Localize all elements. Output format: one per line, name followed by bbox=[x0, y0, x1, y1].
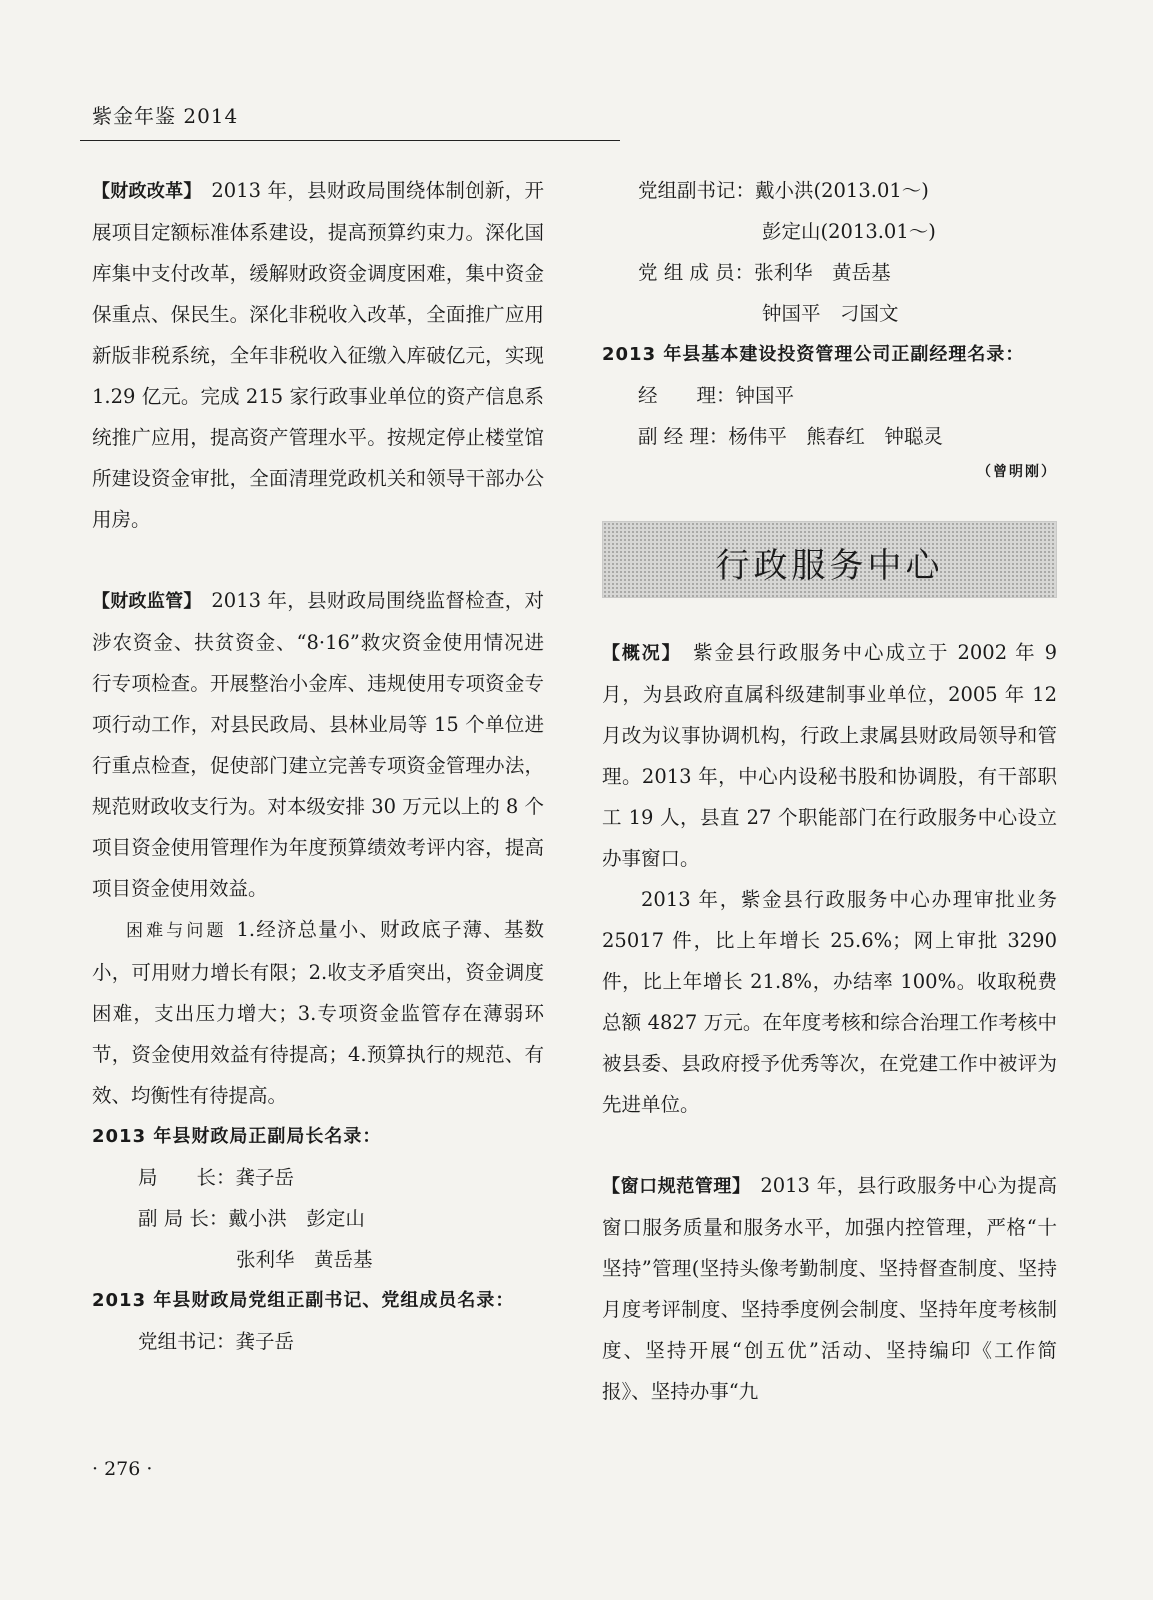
role-label: 局 长： bbox=[138, 1166, 236, 1189]
overview-text: 紫金县行政服务中心成立于 2002 年 9 月，为县政府直属科级建制事业单位，2005 年 12 月改为议事协调机构，行政上隶属县财政局领导和管理。2013 年，中心内设秘书股和协调股，有干部职工 19 人，县直 27 个职能部门在行政服务中心设立办事窗口。 bbox=[602, 641, 1057, 870]
overview-paragraph bbox=[602, 632, 1057, 879]
bureau-deputies-line bbox=[92, 1198, 544, 1239]
person-names: 戴小洪 彭定山 bbox=[228, 1207, 365, 1230]
problems-text: 1.经济总量小、财政底子薄、基数小，可用财力增长有限；2.收支矛盾突出，资金调度困难，支出压力增大；3.专项资金监管存在薄弱环节，资金使用效益有待提高；4.预算执行的规范、有效、均衡性有待提高。 bbox=[92, 918, 545, 1107]
bureau-deputies-line-2 bbox=[92, 1239, 544, 1280]
party-deputy-secretary-line-2 bbox=[602, 211, 1057, 252]
overview-paragraph-2: 2013 年，紫金县行政服务中心办理审批业务 25017 件，比上年增长 25.6%；网上审批 3290 件，比上年增长 21.8%，办结率 100%。收取税费总额 4827 万元。在年度考核和综合治理工作考核中被县委、县政府授予优秀等次，在党建工作中被评为先进单位。 bbox=[602, 888, 1057, 1116]
party-roster-heading: 2013 年县财政局党组正副书记、党组成员名录： bbox=[92, 1290, 515, 1311]
bureau-roster-heading: 2013 年县财政局正副局长名录： bbox=[92, 1126, 382, 1147]
bureau-director-line bbox=[92, 1157, 544, 1198]
role-label: 经 理： bbox=[638, 384, 736, 407]
fiscal-reform-paragraph bbox=[92, 170, 544, 540]
person-name: 龚子岳 bbox=[235, 1330, 295, 1353]
fiscal-supervision-tag: 【财政监管】 bbox=[92, 591, 202, 612]
page-number: · 276 · bbox=[92, 1458, 153, 1480]
person-name: 钟国平 bbox=[735, 384, 795, 407]
role-label: 党组副书记： bbox=[638, 179, 756, 202]
left-column bbox=[92, 170, 544, 1362]
party-secretary-line bbox=[92, 1321, 544, 1362]
person-names: 杨伟平 熊春红 钟聪灵 bbox=[728, 425, 943, 448]
person-names: 钟国平 刁国文 bbox=[762, 302, 899, 325]
role-label: 副 经 理： bbox=[638, 425, 729, 448]
problems-paragraph bbox=[92, 909, 544, 1116]
window-management-text: 2013 年，县行政服务中心为提高窗口服务质量和服务水平，加强内控管理，严格“十坚持”管理(坚持头像考勤制度、坚持督查制度、坚持月度考评制度、坚持季度例会制度、坚持年度考核制度、坚持开展“创五优”活动、坚持编印《工作简报》、坚持办事“九 bbox=[602, 1174, 1058, 1403]
person-names: 张利华 黄岳基 bbox=[754, 261, 891, 284]
fiscal-supervision-text: 2013 年，县财政局围绕监督检查，对涉农资金、扶贫资金、“8·16”救灾资金使用情况进行专项检查。开展整治小金库、违规使用专项资金专项行动工作，对县民政局、县林业局等 15 个单位进行重点检查，促使部门建立完善专项资金管理办法，规范财政收支行为。对本级安排 30 万元以上的 8 个项目资金使用管理作为年度预算绩效考评内容，提高项目资金使用效益。 bbox=[92, 589, 545, 900]
author-credit: （曾明刚） bbox=[977, 464, 1057, 480]
fiscal-reform-text: 2013 年，县财政局围绕体制创新，开展项目定额标准体系建设，提高预算约束力。深化国库集中支付改革，缓解财政资金调度困难，集中资金保重点、保民生。深化非税收入改革，全面推广应用新版非税系统，全年非税收入征缴入库破亿元，实现 1.29 亿元。完成 215 家行政事业单位的资产信息系统推广应用，提高资产管理水平。按规定停止楼堂馆所建设资金审批，全面清理党政机关和领导干部办公用房。 bbox=[92, 179, 545, 531]
role-label: 副 局 长： bbox=[138, 1207, 229, 1230]
running-header: 紫金年鉴 2014 bbox=[92, 104, 239, 128]
fiscal-supervision-paragraph bbox=[92, 580, 544, 909]
overview-tag: 【概况】 bbox=[602, 643, 682, 664]
window-management-tag: 【窗口规范管理】 bbox=[602, 1176, 751, 1197]
party-members-line bbox=[602, 252, 1057, 293]
problems-label: 困难与问题 bbox=[126, 921, 227, 941]
person-name: 戴小洪(2013.01～) bbox=[755, 179, 929, 202]
fiscal-reform-tag: 【财政改革】 bbox=[92, 181, 202, 202]
window-management-paragraph bbox=[602, 1165, 1057, 1412]
person-name: 彭定山(2013.01～) bbox=[762, 220, 936, 243]
role-label: 党 组 成 员： bbox=[638, 261, 755, 284]
company-manager-line bbox=[602, 375, 1057, 416]
header-rule bbox=[80, 140, 620, 141]
person-name: 龚子岳 bbox=[235, 1166, 295, 1189]
company-deputies-line bbox=[602, 416, 1057, 457]
section-title: 行政服务中心 bbox=[715, 546, 944, 586]
role-label: 党组书记： bbox=[138, 1330, 236, 1353]
person-names: 张利华 黄岳基 bbox=[236, 1248, 373, 1271]
party-deputy-secretary-line bbox=[602, 170, 1057, 211]
right-column bbox=[602, 170, 1057, 1412]
company-roster-heading: 2013 年县基本建设投资管理公司正副经理名录： bbox=[602, 344, 1025, 365]
section-title-banner bbox=[602, 521, 1057, 598]
party-members-line-2 bbox=[602, 293, 1057, 334]
